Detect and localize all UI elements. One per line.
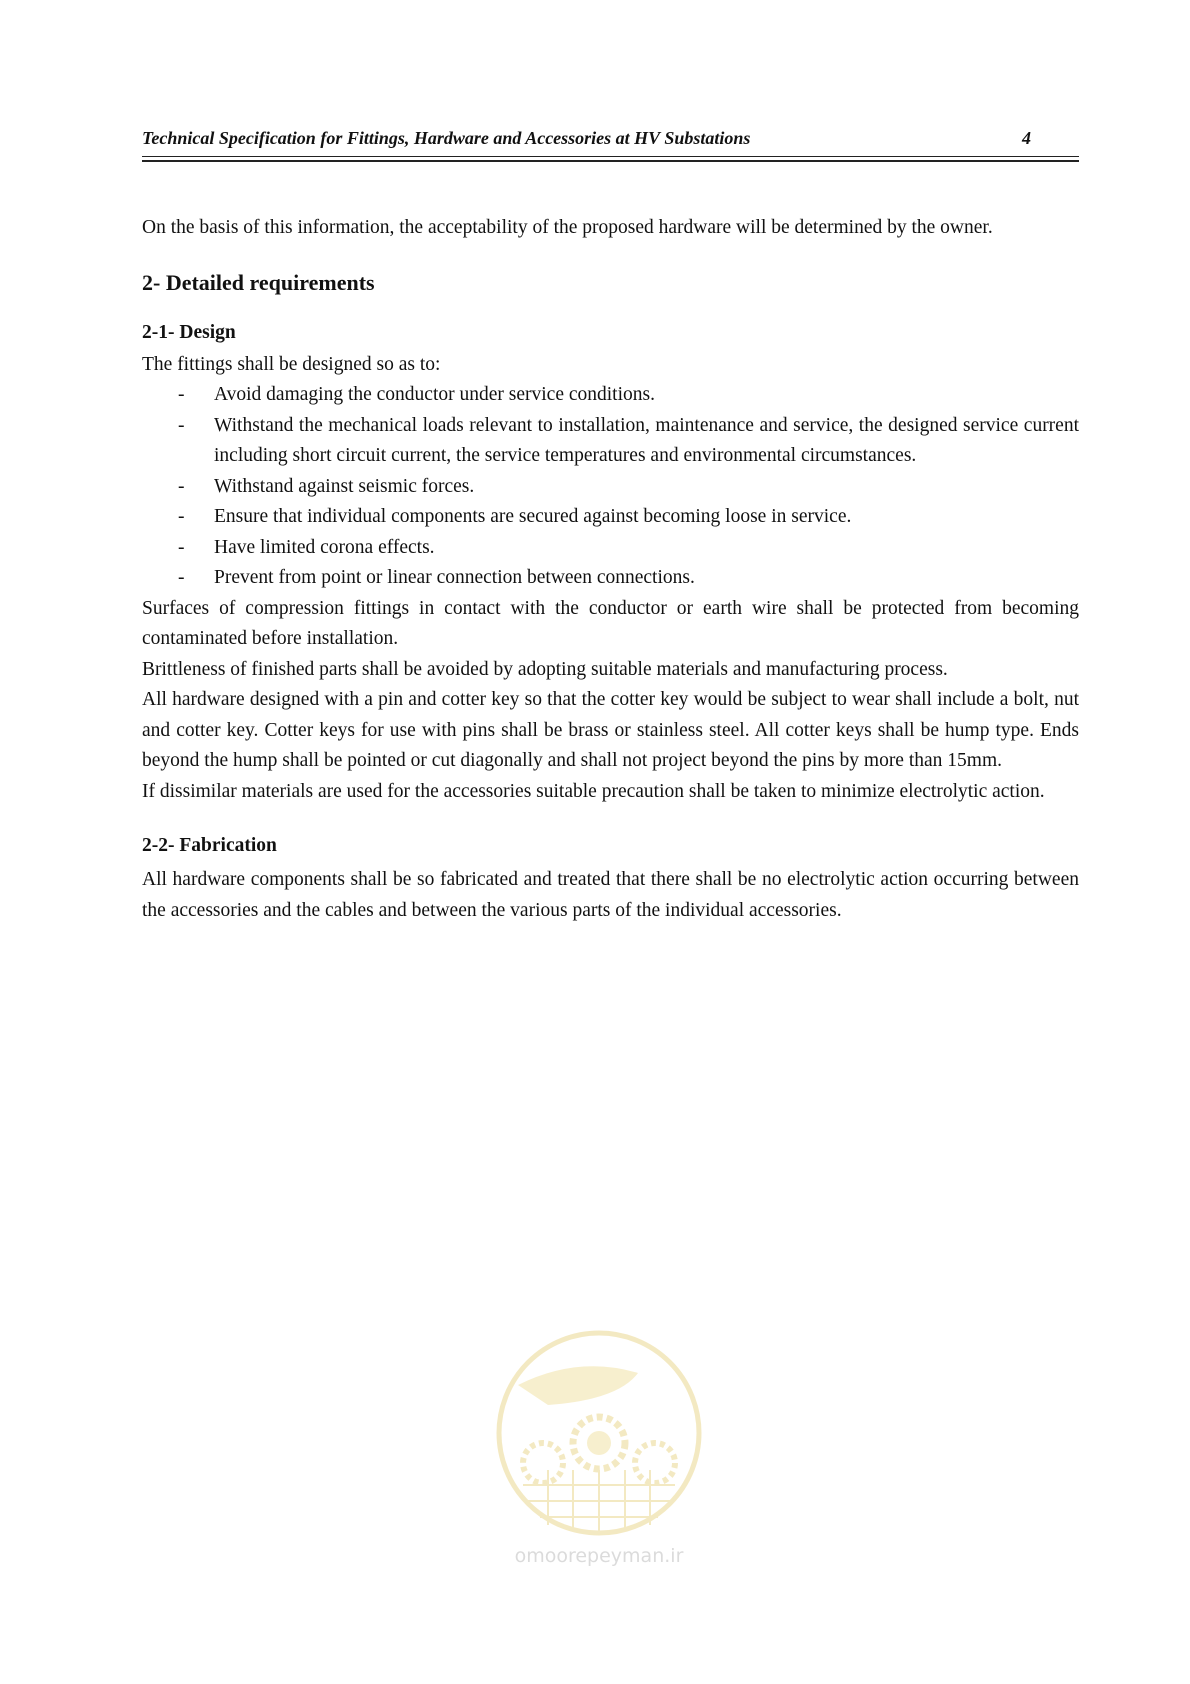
watermark-emblem-icon [488,1325,710,1540]
list-item-text: Withstand against seismic forces. [214,475,475,497]
fabrication-paragraph: All hardware components shall be so fabricated and treated that there shall be no electrolytic action occurring between the accessories and the cables and between the various parts of the individual accessories. [142,869,1079,921]
paragraph-compression-fittings: Surfaces of compression fittings in contact with the conductor or earth wire shall be protected from becoming contaminated before installation. [142,597,1079,649]
dash-bullet: - [178,506,185,527]
design-lead-text: The fittings shall be designed so as to: [142,353,441,375]
paragraph-dissimilar-materials: If dissimilar materials are used for the accessories suitable precaution shall be taken to minimize electrolytic action. [142,780,1045,802]
page-header [142,128,1079,162]
dash-bullet: - [178,567,185,588]
dash-bullet: - [178,475,185,497]
list-item-text: Ensure that individual components are secured against becoming loose in service. [214,506,852,527]
list-item [142,563,1079,594]
list-item [142,472,1079,503]
section-heading-detailed-requirements: 2- Detailed requirements [142,269,375,295]
watermark-text: omoorepeyman.ir [514,1545,684,1567]
subsection-heading-fabrication: 2-2- Fabrication [142,835,277,856]
list-item-text: Have limited corona effects. [214,536,435,558]
page-number: 4 [1022,128,1031,148]
intro-paragraph: On the basis of this information, the acceptability of the proposed hardware will be determined by the owner. [142,217,993,238]
list-item [142,533,1079,564]
paragraph-cotter-key: All hardware designed with a pin and cotter key so that the cotter key would be subject to wear shall include a bolt, nut and cotter key. Cotter keys for use with pins shall be brass or stainless steel. All cotter keys shall be hump type. Ends beyond the hump shall be pointed or cut diagonally and shall not project beyond the pins by more than 15mm. [142,689,1079,771]
page-content [142,213,1079,926]
list-item-text: Withstand the mechanical loads relevant to installation, maintenance and service, the designed service current including short circuit current, the service temperatures and environmental circumstances. [214,414,1079,466]
subsection-heading-design: 2-1- Design [142,321,236,343]
dash-bullet: - [178,414,185,436]
list-item-text: Avoid damaging the conductor under service conditions. [214,384,655,405]
paragraph-brittleness: Brittleness of finished parts shall be avoided by adopting suitable materials and manufacturing process. [142,658,948,680]
list-item [142,380,1079,411]
header-rule-thin [142,156,1079,157]
design-requirements-list [142,380,1079,594]
list-item [142,502,1079,533]
list-item [142,411,1079,472]
dash-bullet: - [178,384,185,405]
watermark-logo [488,1325,710,1585]
dash-bullet: - [178,536,185,558]
header-title: Technical Specification for Fittings, Hardware and Accessories at HV Substations [142,128,751,148]
list-item-text: Prevent from point or linear connection between connections. [214,567,695,588]
header-rule-thick [142,160,1079,162]
